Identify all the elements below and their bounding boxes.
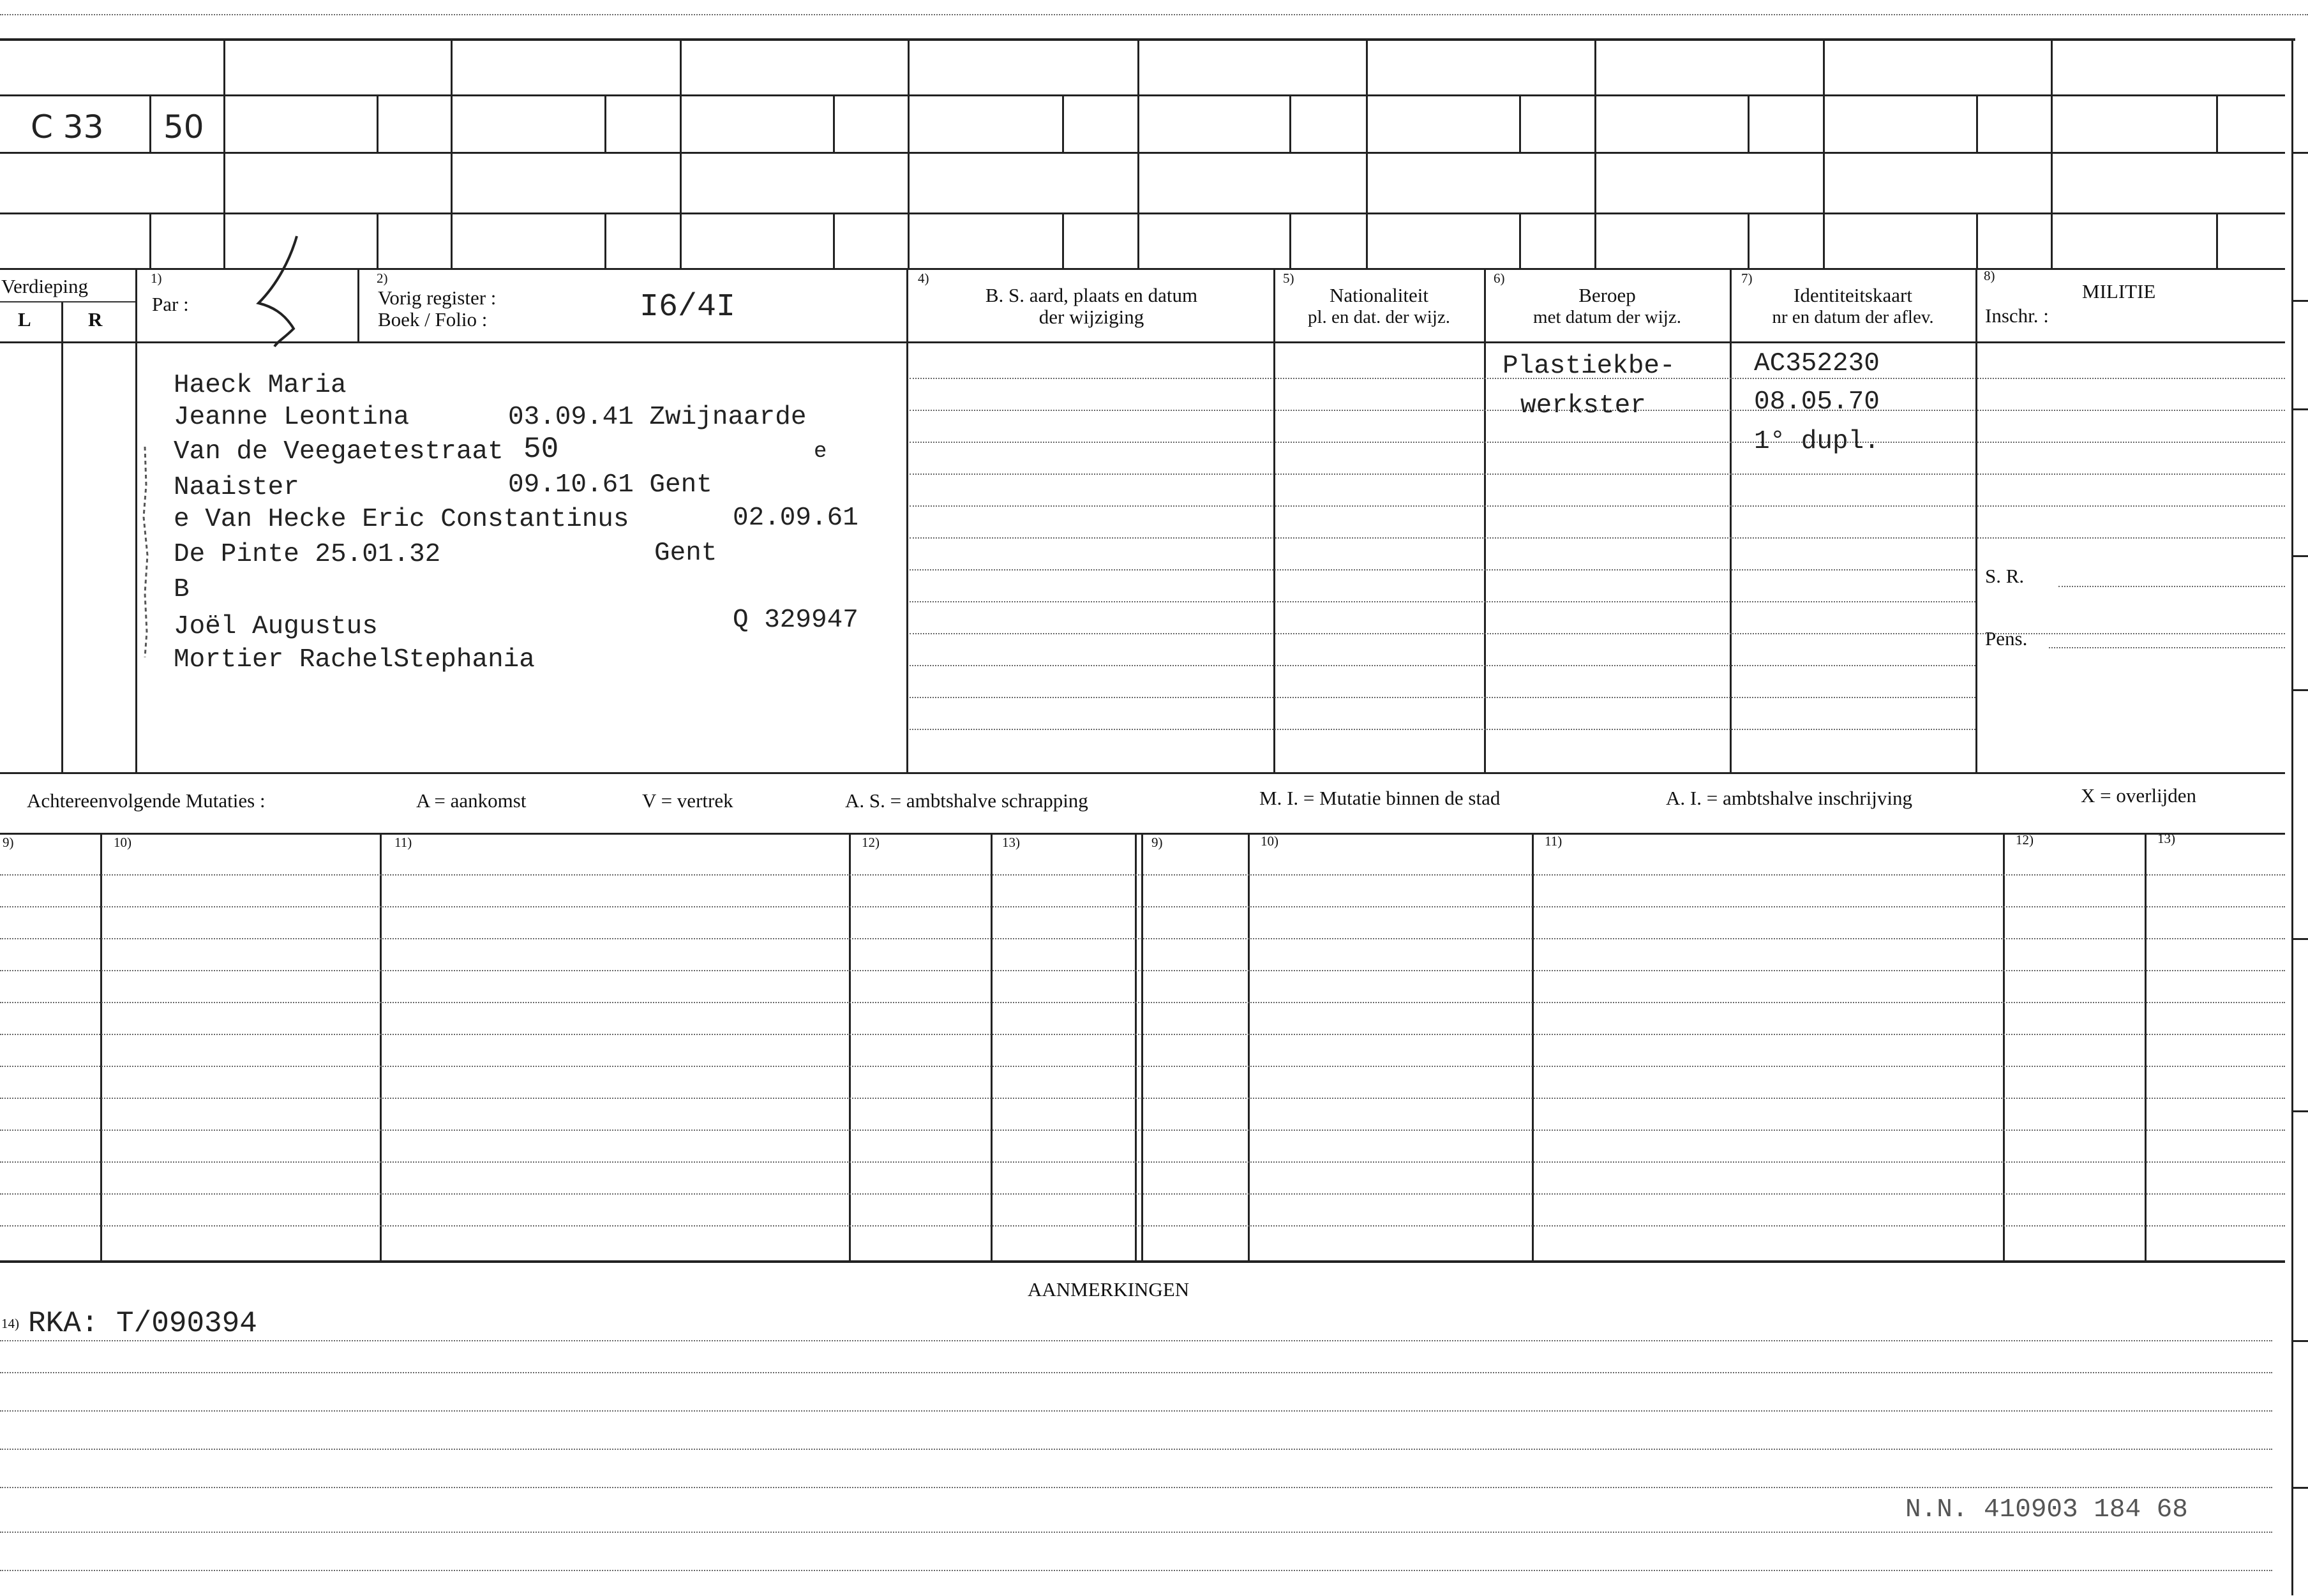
legend-overlijden: X = overlijden — [2081, 784, 2197, 807]
mut-col13-left: 13) — [1002, 835, 1020, 850]
mut-col11-right: 11) — [1545, 833, 1562, 849]
col7-number: 7) — [1741, 271, 1753, 286]
pens-label: Pens. — [1985, 627, 2028, 650]
col6-number: 6) — [1494, 271, 1505, 286]
person-spouse-birthplace: Gent — [654, 539, 717, 568]
sr-label: S. R. — [1985, 565, 2025, 587]
id-header-line1: Identiteitskaart — [1794, 284, 1912, 306]
r-header: R — [88, 308, 103, 331]
legend-aankomst: A = aankomst — [416, 789, 527, 812]
col1-number: 1) — [151, 271, 162, 286]
col5-number: 5) — [1283, 271, 1294, 286]
register-value: I6/4I — [640, 289, 736, 325]
mut-col12-right: 12) — [2016, 832, 2034, 847]
mut-col11-left: 11) — [394, 835, 412, 850]
person-birth: 03.09.41 Zwijnaarde — [508, 403, 807, 432]
scan-edge — [0, 14, 2308, 15]
person-street-note: e — [814, 440, 827, 464]
col8-number: 8) — [1984, 268, 1995, 283]
person-stroke-marks — [137, 447, 156, 657]
beroep-header-line2: met datum der wijz. — [1533, 307, 1681, 327]
boek-folio-label: Boek / Folio : — [378, 308, 488, 331]
national-number: N.N. 410903 184 68 — [1905, 1495, 2188, 1525]
mut-col9-right: 9) — [1151, 835, 1163, 850]
id-header-line2: nr en datum der aflev. — [1772, 307, 1934, 327]
person-marriage-date: 02.09.61 — [733, 503, 858, 533]
id-date: 08.05.70 — [1754, 387, 1880, 417]
beroep-line2: werkster — [1520, 391, 1646, 421]
col4-number: 4) — [918, 271, 929, 286]
person-firstnames: Jeanne Leontina — [174, 403, 410, 432]
id-number: AC352230 — [1754, 349, 1880, 378]
legend-title: Achtereenvolgende Mutaties : — [27, 789, 266, 812]
col2-number: 2) — [377, 271, 388, 286]
remarks-entry: RKA: T/090394 — [28, 1307, 257, 1340]
mut-col12-left: 12) — [862, 835, 880, 850]
remarks-title: AANMERKINGEN — [1028, 1278, 1190, 1301]
person-name: Haeck Maria — [174, 371, 347, 400]
bs-header-line2: der wijziging — [1038, 306, 1144, 328]
person-nationality: B — [174, 575, 190, 604]
nat-header-line2: pl. en dat. der wijz. — [1307, 307, 1451, 327]
par-signature — [246, 233, 322, 348]
person-occupation: Naaister — [174, 473, 299, 502]
person-mother: Mortier RachelStephania — [174, 645, 535, 675]
mut-col9-left: 9) — [3, 835, 14, 850]
nat-header-line1: Nationaliteit — [1330, 284, 1428, 306]
vorig-register-label: Vorig register : — [378, 287, 497, 309]
person-child: Joël Augustus — [174, 612, 378, 641]
number-field: 50 — [163, 108, 204, 145]
beroep-header-line1: Beroep — [1578, 284, 1636, 306]
inschr-label: Inschr. : — [1985, 304, 2049, 327]
mut-col13-right: 13) — [2157, 831, 2175, 846]
verdieping-header: Verdieping — [1, 275, 89, 297]
person-street: Van de Veegaetestraat — [174, 437, 504, 466]
id-duplicate: 1° dupl. — [1754, 427, 1880, 456]
mut-col10-right: 10) — [1261, 833, 1278, 849]
person-id-number: Q 329947 — [733, 606, 858, 635]
l-header: L — [18, 308, 31, 331]
remarks-number: 14) — [1, 1316, 19, 1331]
person-occupation-date: 09.10.61 Gent — [508, 470, 712, 500]
person-spouse: e Van Hecke Eric Constantinus — [174, 505, 629, 534]
code-field: C 33 — [31, 108, 104, 145]
legend-vertrek: V = vertrek — [642, 789, 733, 812]
legend-mutatie: M. I. = Mutatie binnen de stad — [1259, 787, 1501, 809]
person-housenumber: 50 — [523, 433, 559, 466]
par-label: Par : — [152, 293, 189, 315]
person-spouse-birth: De Pinte 25.01.32 — [174, 540, 441, 569]
militie-header: MILITIE — [2082, 280, 2156, 302]
mut-col10-left: 10) — [114, 835, 131, 850]
bs-header-line1: B. S. aard, plaats en datum — [985, 284, 1198, 306]
top-border — [0, 38, 2295, 41]
beroep-line1: Plastiekbe- — [1502, 352, 1675, 381]
legend-schrapping: A. S. = ambtshalve schrapping — [845, 789, 1088, 812]
legend-inschrijving: A. I. = ambtshalve inschrijving — [1666, 787, 1912, 809]
